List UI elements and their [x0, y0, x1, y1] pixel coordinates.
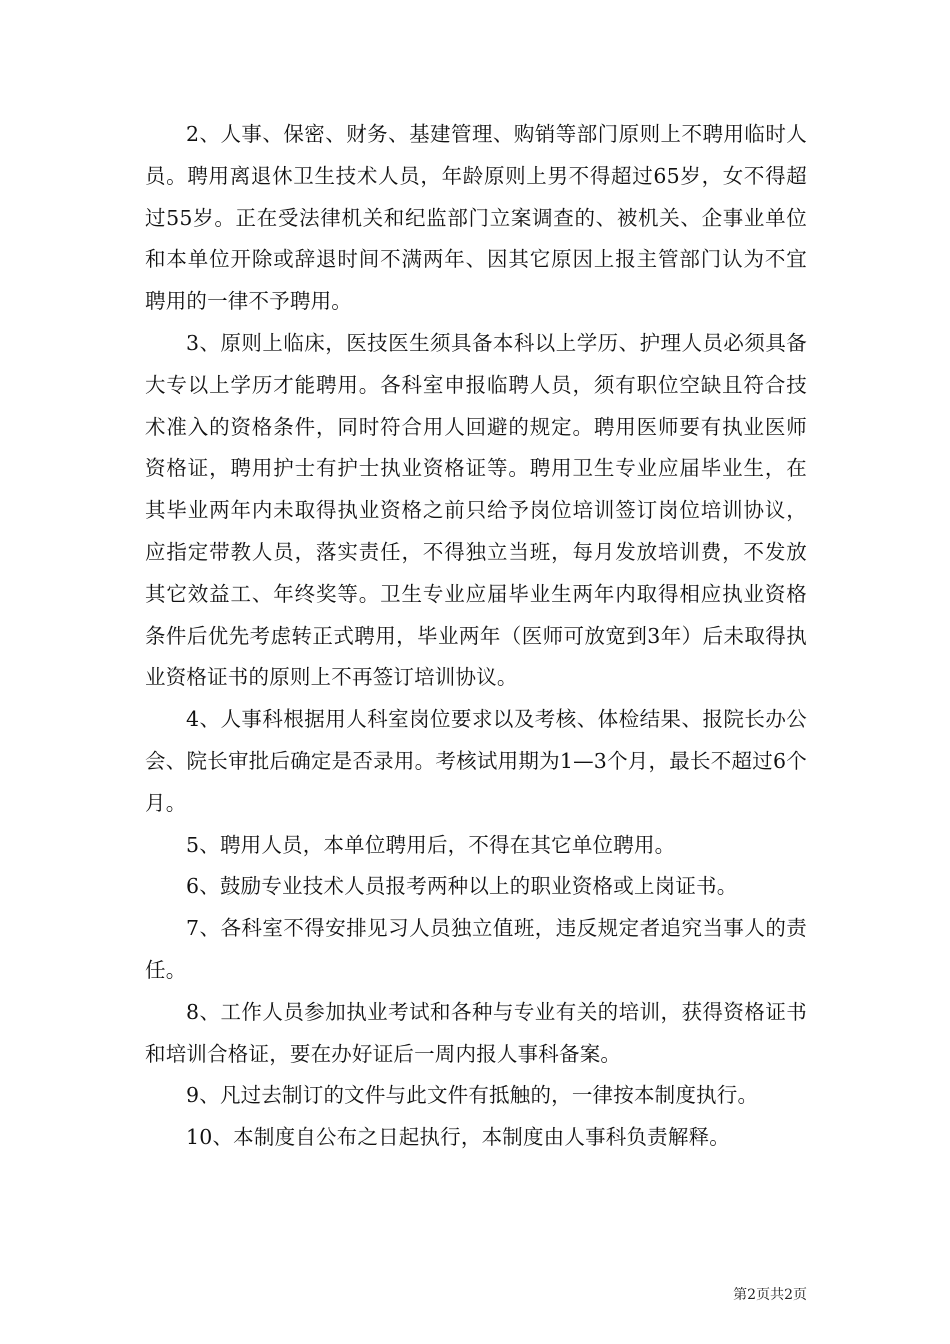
paragraph-item-5: 5、聘用人员，本单位聘用后，不得在其它单位聘用。	[186, 832, 676, 857]
paragraph-item-3: 3、原则上临床，医技医生须具备本科以上学历、护理人员必须具备大专以上学历才能聘用。各科室申报临聘人员，须有职位空缺且符合技术准入的资格条件，同时符合用人回避的规定。聘用医师要有执业医师资格证，聘用护士有护士执业资格证等。聘用卫生专业应届毕业生，在其毕业两年内未取得执业资格之前只给予岗位培训签订岗位培训协议，应指定带教人员，落实责任，不得独立当班，每月发放培训费，不发放其它效益工、年终奖等。卫生专业应届毕业生两年内取得相应执业资格条件后优先考虑转正式聘用，毕业两年（医师可放宽到3年）后未取得执业资格证书的原则上不再签订培训协议。	[145, 330, 807, 690]
paragraph-item-4: 4、人事科根据用人科室岗位要求以及考核、体检结果、报院长办公会、院长审批后确定是否录用。考核试用期为1—3个月，最长不超过6个月。	[145, 707, 807, 815]
paragraph-item-6: 6、鼓励专业技术人员报考两种以上的职业资格或上岗证书。	[186, 874, 738, 899]
document-body	[145, 114, 807, 1159]
paragraph-item-8: 8、工作人员参加执业考试和各种与专业有关的培训，获得资格证书和培训合格证，要在办好证后一周内报人事科备案。	[145, 999, 807, 1066]
paragraph-item-10: 10、本制度自公布之日起执行，本制度由人事科负责解释。	[186, 1125, 730, 1150]
paragraph-item-7: 7、各科室不得安排见习人员独立值班，违反规定者追究当事人的责任。	[145, 916, 807, 982]
paragraph-item-2: 2、人事、保密、财务、基建管理、购销等部门原则上不聘用临时人员。聘用离退休卫生技术人员，年龄原则上男不得超过65岁，女不得超过55岁。正在受法律机关和纪监部门立案调查的、被机关、企事业单位和本单位开除或辞退时间不满两年、因其它原因上报主管部门认为不宜聘用的一律不予聘用。	[145, 122, 807, 314]
page-number-footer: 第2页共2页	[733, 1287, 807, 1303]
paragraph-item-9: 9、凡过去制订的文件与此文件有抵触的，一律按本制度执行。	[186, 1083, 759, 1108]
